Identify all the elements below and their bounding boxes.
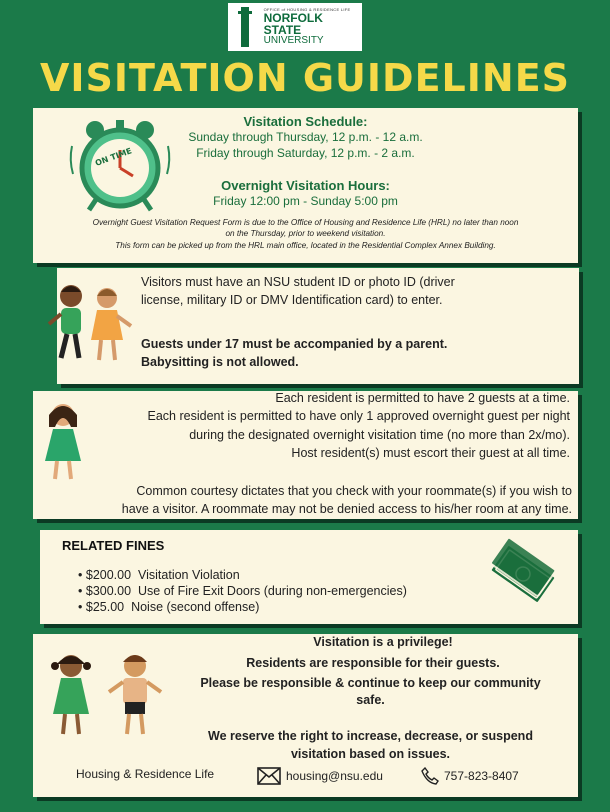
request-form-note-3: This form can be picked up from the HRL main office, located in the Residential Complex Annex Building. [115,241,496,250]
fine-amount: $200.00 [85,568,132,582]
schedule-line-1: Sunday through Thursday, 12 p.m. - 12 a.m. [188,130,423,144]
money-icon [488,538,558,610]
closing-card [33,634,578,797]
fine-amount: $25.00 [85,600,125,614]
fine-amount: $300.00 [85,584,132,598]
girl-illustration-icon [39,399,89,483]
logo-name: NORFOLK STATE [263,11,323,37]
id-rule-line-3: Guests under 17 must be accompanied by a parent. [141,337,448,351]
nsu-logo [228,3,362,51]
id-rules-card [57,268,579,384]
request-form-note-1: Overnight Guest Visitation Request Form is due to the Office of Housing and Residence Life (HRL) no later than noon [92,218,519,227]
schedule-card [33,108,578,263]
bullet: • [78,584,83,598]
guest-rule-line-4: Host resident(s) must escort their guest at all time. [291,446,570,460]
logo-office-text: OFFICE of HOUSING & RESIDENCE LIFE [263,7,351,12]
closing-line-5: We reserve the right to increase, decrease, or suspend [208,729,533,743]
logo-sub: UNIVERSITY [263,35,324,46]
schedule-line-2: Friday through Saturday, 12 p.m. - 2 a.m. [196,146,415,160]
guest-rule-line-6: have a visitor. A roommate may not be denied access to his/her room at any time. [121,502,572,516]
guest-rules-card [33,391,578,519]
fine-item [78,584,407,598]
fine-item [78,600,259,614]
footer-phone[interactable] [421,767,519,785]
overnight-hours: Friday 12:00 pm - Sunday 5:00 pm [213,194,398,208]
id-rule-line-2: license, military ID or DMV Identification card) to enter. [141,293,443,307]
fines-title: RELATED FINES [62,538,165,553]
guest-rule-line-5: Common courtesy dictates that you check with your roommate(s) if you wish to [136,484,572,498]
guest-rule-line-3: during the designated overnight visitation time (no more than 2x/mo). [189,428,570,442]
children-illustration-icon [43,644,169,738]
guest-rule-line-1: Each resident is permitted to have 2 guests at a time. [275,391,570,405]
bell-tower-icon [234,5,256,49]
fine-description: Visitation Violation [138,568,240,582]
page-title: VISITATION GUIDELINES [39,56,571,100]
bullet: • [78,600,83,614]
footer-email[interactable] [257,767,383,785]
guest-rule-line-2: Each resident is permitted to have only 1 approved overnight guest per night [147,409,570,423]
closing-line-2: Residents are responsible for their guests. [246,656,500,670]
clock-label: ON TIME [94,146,133,168]
envelope-icon [257,767,281,785]
id-rule-line-4: Babysitting is not allowed. [141,355,299,369]
footer-office [76,767,214,781]
schedule-title: Visitation Schedule: [243,114,368,129]
phone-number[interactable]: 757-823-8407 [444,769,519,783]
phone-icon [421,767,439,785]
closing-line-6: visitation based on issues. [290,747,451,761]
fines-card [40,530,578,624]
closing-line-4: safe. [356,693,385,707]
closing-line-1: Visitation is a privilege! [313,635,453,649]
office-name: Housing & Residence Life [76,767,215,781]
overnight-title: Overnight Visitation Hours: [221,178,390,193]
closing-line-3: Please be responsible & continue to keep our community [200,676,541,690]
email-address[interactable]: housing@nsu.edu [286,769,383,783]
fine-item [78,568,240,582]
bullet: • [78,568,83,582]
fine-description: Noise (second offense) [131,600,260,614]
id-rule-line-1: Visitors must have an NSU student ID or photo ID (driver [141,275,455,289]
request-form-note-2: on the Thursday, prior to weekend visitation. [225,229,386,238]
kids-illustration-icon [45,278,135,368]
fine-description: Use of Fire Exit Doors (during non-emergencies) [138,584,407,598]
